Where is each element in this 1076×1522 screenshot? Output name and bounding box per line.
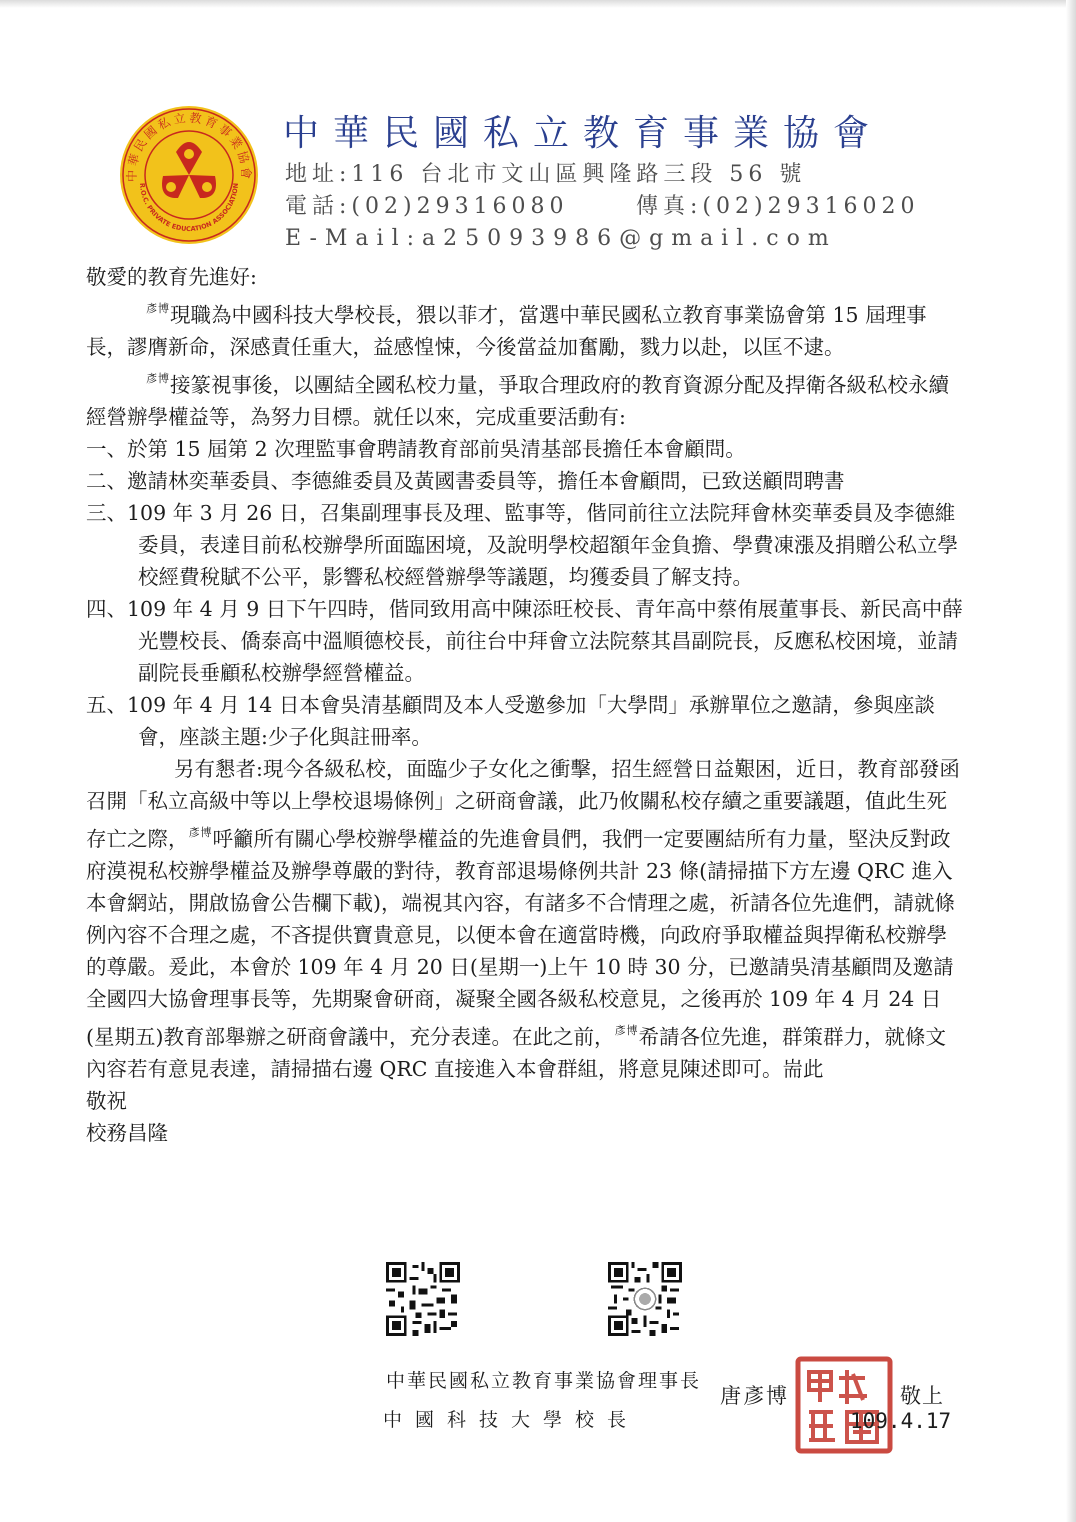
greeting: 敬愛的教育先進好: [86, 265, 257, 289]
signer-title-university: 中國科技大學校長 [383, 1409, 640, 1431]
scan-top-edge [0, 0, 1076, 8]
fax: 傳真:(02)29316020 [636, 194, 920, 219]
list-item-4: 四、109 年 4 月 9 日下午四時，偕同致用高中陳添旺校長、青年高中蔡侑展董事長、新民高中薛光豐校長、僑泰高中溫順德校長，前往台中拜會立法院蔡其昌副院長，反應私校困境，並請副院長垂顧私校辦學經營權益。 [86, 597, 963, 685]
closing-wish: 敬祝 [86, 1089, 127, 1113]
scan-right-edge [1066, 0, 1076, 1522]
paragraph-3-text-a: 另有懇者:現今各級私校，面臨少子女化之衝擊，招生經營日益艱困，近日，教育部發函召開「私立高級中等以上學校退場條例」之研商會議，此乃攸關私校存續之重要議題，值此生死存亡之際， [86, 757, 960, 851]
respect-closing: 敬上 [900, 1384, 944, 1408]
organization-name: 中華民國私立教育事業協會 [283, 113, 884, 154]
signer-name: 唐彥博 [720, 1384, 789, 1408]
logo-english-text: R.O.C. PRIVATE EDUCATION ASSOCIATION [137, 182, 241, 234]
paragraph-2-text: 接篆視事後，以團結全國私校力量，爭取合理政府的教育資源分配及捍衛各級私校永續經營辦學權益等，為努力目標。就任以來，完成重要活動有: [86, 373, 949, 429]
letter-body [86, 261, 966, 1149]
paragraph-3-text-c: 希請各位先進，群策群力，就條文內容若有意見表達，請掃描右邊 QRC 直接進入本會群組，將意見陳述即可。耑此 [86, 1025, 946, 1081]
closing-phrase: 校務昌隆 [86, 1121, 168, 1145]
list-item-1: 一、於第 15 屆第 2 次理監事會聘請教育部前吳清基部長擔任本會顧問。 [86, 437, 746, 461]
group-qr-code[interactable] [608, 1262, 682, 1336]
paragraph-3-text-b: 呼籲所有關心學校辦學權益的先進會員們，我們一定要團結所有力量，堅決反對政府漠視私校辦學權益及辦學尊嚴的對待，教育部退場條例共計 23 條(請掃描下方左邊 QRC 進入本會網站，開啟協會公告欄下載)，端視其內容，有諸多不合情理之處，祈請各位先進們，請就條例內容不合理之處，不吝提供寶貴意見，以便本會在適當時機，向政府爭取權益與捍衛私校辦學的尊嚴。爰此，本會於 109 年 4 月 20 日(星期一)上午 10 時 30 分，已邀請吳清基顧問及邀請全國四大協會理事長等，先期聚會研商，凝聚全國各級私校意見，之後再於 109 年 4 月 24 日(星期五)教育部舉辦之研商會議中，充分表達。在此之前， [86, 827, 955, 1049]
email: E-Mail:a25093986@gmail.com [285, 226, 837, 251]
paragraph-1 [86, 293, 966, 363]
list-item-3: 三、109 年 3 月 26 日，召集副理事長及理、監事等，偕同前往立法院拜會林奕華委員及李德維委員，表達目前私校辦學所面臨困境，及說明學校超額年金負擔、學費凍漲及捐贈公私立學校經費稅賦不公平，影響私校經營辦學等議題，均獲委員了解支持。 [86, 501, 958, 589]
paragraph-3 [86, 753, 966, 1085]
letter-date: 109.4.17 [850, 1409, 952, 1433]
author-small-name: 彥博 [188, 826, 213, 839]
phone: 電話:(02)29316080 [285, 194, 569, 219]
website-qr-code[interactable] [386, 1262, 460, 1336]
paragraph-1-text: 現職為中國科技大學校長，猥以菲才，當選中華民國私立教育事業協會第 15 屆理事長，謬膺新命，深感責任重大，益感惶悚，今後當益加奮勵，戮力以赴，以匡不逮。 [86, 303, 927, 359]
red-seal-stamp [795, 1356, 893, 1454]
signer-title-association: 中華民國私立教育事業協會理事長 [386, 1370, 702, 1392]
list-item-5: 五、109 年 4 月 14 日本會吳清基顧問及本人受邀參加「大學問」承辦單位之邀請，參與座談會，座談主題:少子化與註冊率。 [86, 693, 935, 749]
author-small-name: 彥博 [146, 372, 170, 385]
association-logo [118, 104, 260, 246]
paragraph-2 [86, 363, 966, 433]
address: 地址:116 台北市文山區興隆路三段 56 號 [285, 162, 807, 187]
author-small-name: 彥博 [614, 1024, 639, 1037]
logo-chinese-text: 中華民國私立教育事業協會 [124, 110, 254, 183]
author-small-name: 彥博 [146, 302, 170, 315]
list-item-2: 二、邀請林奕華委員、李德維委員及黃國書委員等，擔任本會顧問，已致送顧問聘書 [86, 469, 845, 493]
